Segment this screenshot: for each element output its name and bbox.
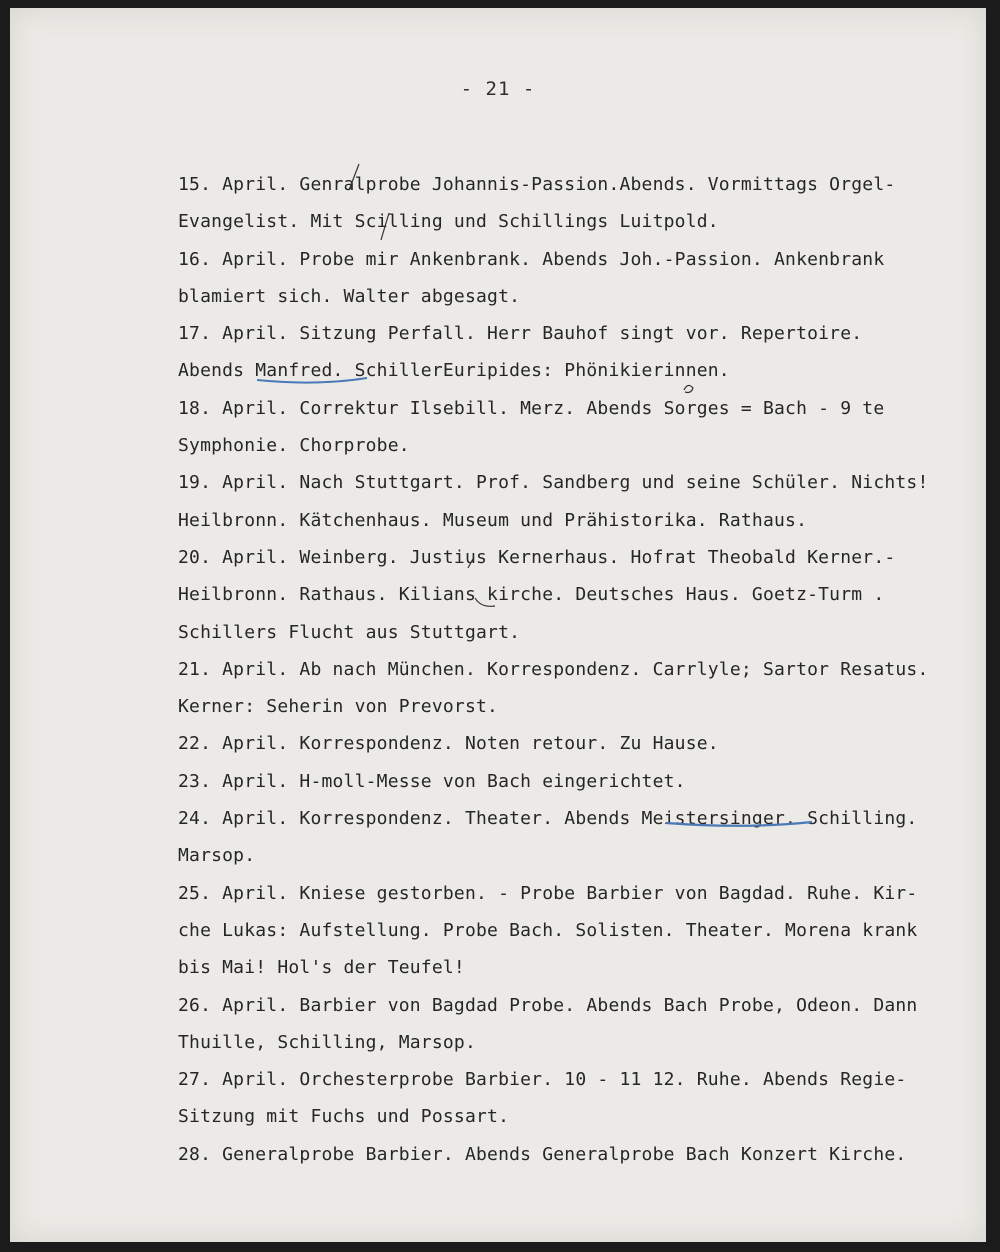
text-line: 19. April. Nach Stuttgart. Prof. Sandberg und seine Schüler. Nichts! [178,472,929,494]
text-line: 16. April. Probe mir Ankenbrank. Abends Joh.-Passion. Ankenbrank [178,248,885,270]
text-line: 26. April. Barbier von Bagdad Probe. Abends Bach Probe, Odeon. Dann [178,994,918,1016]
text-line: Marsop. [178,845,256,867]
text-line: 25. April. Kniese gestorben. - Probe Barbier von Bagdad. Ruhe. Kir- [178,882,918,904]
typewritten-page [10,8,986,1242]
text-line: 28. Generalprobe Barbier. Abends Generalprobe Bach Konzert Kirche. [178,1143,907,1165]
text-line: 18. April. Correktur Ilsebill. Merz. Abends Sorges = Bach - 9 te [178,397,885,419]
text-line: 24. April. Korrespondenz. Theater. Abends Meistersinger. Schilling. [178,808,918,830]
diary-entries [178,166,968,1173]
text-line: 27. April. Orchesterprobe Barbier. 10 - 11 12. Ruhe. Abends Regie- [178,1069,907,1091]
text-line: 20. April. Weinberg. Justius Kernerhaus. Hofrat Theobald Kerner.- [178,546,896,568]
text-line: 21. April. Ab nach München. Korrespondenz. Carrlyle; Sartor Resatus. [178,658,929,680]
text-line: Abends Manfred. SchillerEuripides: Phönikierinnen. [178,360,730,382]
text-line: Heilbronn. Rathaus. Kilians kirche. Deutsches Haus. Goetz-Turm . [178,584,885,606]
text-line: Kerner: Seherin von Prevorst. [178,696,499,718]
text-line: bis Mai! Hol's der Teufel! [178,957,465,979]
text-line: Symphonie. Chorprobe. [178,435,410,457]
text-line: 23. April. H-moll-Messe von Bach eingerichtet. [178,770,686,792]
text-line: Schillers Flucht aus Stuttgart. [178,621,521,643]
text-line: Heilbronn. Kätchenhaus. Museum und Prähistorika. Rathaus. [178,509,808,531]
text-line: Thuille, Schilling, Marsop. [178,1031,476,1053]
text-line: che Lukas: Aufstellung. Probe Bach. Solisten. Theater. Morena krank [178,919,918,941]
text-line: 17. April. Sitzung Perfall. Herr Bauhof singt vor. Repertoire. [178,323,863,345]
text-line: 22. April. Korrespondenz. Noten retour. Zu Hause. [178,733,719,755]
text-line: Sitzung mit Fuchs und Possart. [178,1106,510,1128]
text-line: 15. April. Genralprobe Johannis-Passion.Abends. Vormittags Orgel- [178,174,896,195]
page-number: - 21 - [460,78,536,100]
text-line: blamiert sich. Walter abgesagt. [178,285,521,307]
text-line: Evangelist. Mit Scilling und Schillings Luitpold. [178,211,719,233]
